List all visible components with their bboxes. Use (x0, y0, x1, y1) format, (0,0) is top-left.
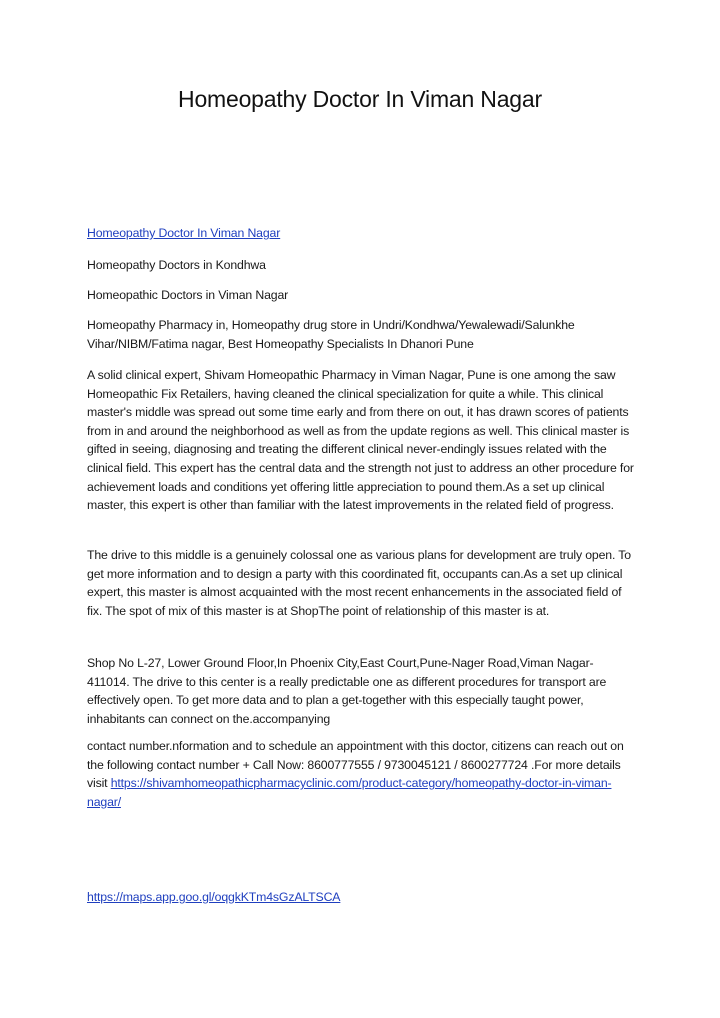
homeopathy-doctor-link[interactable]: Homeopathy Doctor In Viman Nagar (87, 226, 281, 240)
viman-line: Homeopathic Doctors in Viman Nagar (87, 288, 289, 302)
contact-text: contact number.nformation and to schedule an appointment with this doctor, citizens can reach out on the following contact number + Call Now: 8600777555 / 9730045121 / 8600277724 .For more details visit (87, 739, 624, 791)
top-link-line (87, 224, 635, 243)
expert-paragraph: A solid clinical expert, Shivam Homeopathic Pharmacy in Viman Nagar, Pune is one among the saw Homeopathic Fix Retailers, having cleaned the clinical specialization for quite a while. This clinical master's middle was spread out some time early and from there on out, it has drawn scores of patients from in and around the neighborhood as well as from the update regions as well. This clinical master is gifted in seeing, diagnosing and treating the different clinical never-endingly issues related with the clinical field. This expert has the central data and the strength not just to address an other procedure for achievement loads and conditions yet offering little appreciation to pound them.As a set up clinical master, this expert is other than familiar with the latest improvements in the related field of progress. (87, 368, 634, 513)
pharmacy-paragraph: Homeopathy Pharmacy in, Homeopathy drug store in Undri/Kondhwa/Yewalewadi/Salunkhe Vihar/NIBM/Fatima nagar, Best Homeopathy Specialists In Dhanori Pune (87, 318, 575, 351)
clinic-website-link[interactable]: https://shivamhomeopathicpharmacyclinic.com/product-category/homeopathy-doctor-in-viman-nagar/ (87, 776, 612, 809)
drive-paragraph: The drive to this middle is a genuinely colossal one as various plans for development are truly open. To get more information and to design a party with this coordinated fit, occupants can.As a set up clinical expert, this master is almost acquainted with the most recent enhancements in the associated field of fix. The spot of mix of this master is at ShopThe point of relationship of this master is at. (87, 548, 631, 618)
maps-link[interactable]: https://maps.app.goo.gl/oqgkKTm4sGzALTSCA (87, 890, 341, 904)
address-paragraph: Shop No L-27, Lower Ground Floor,In Phoenix City,East Court,Pune-Nager Road,Viman Nagar-411014. The drive to this center is a really predictable one as different procedures for transport are effectively open. To get more data and to plan a get-together with this especially taught power, inhabitants can connect on the.accompanying (87, 656, 607, 726)
maps-link-line (87, 888, 635, 907)
page-title: Homeopathy Doctor In Viman Nagar (178, 86, 542, 112)
contact-paragraph (87, 737, 635, 811)
kondhwa-line: Homeopathy Doctors in Kondhwa (87, 258, 266, 272)
